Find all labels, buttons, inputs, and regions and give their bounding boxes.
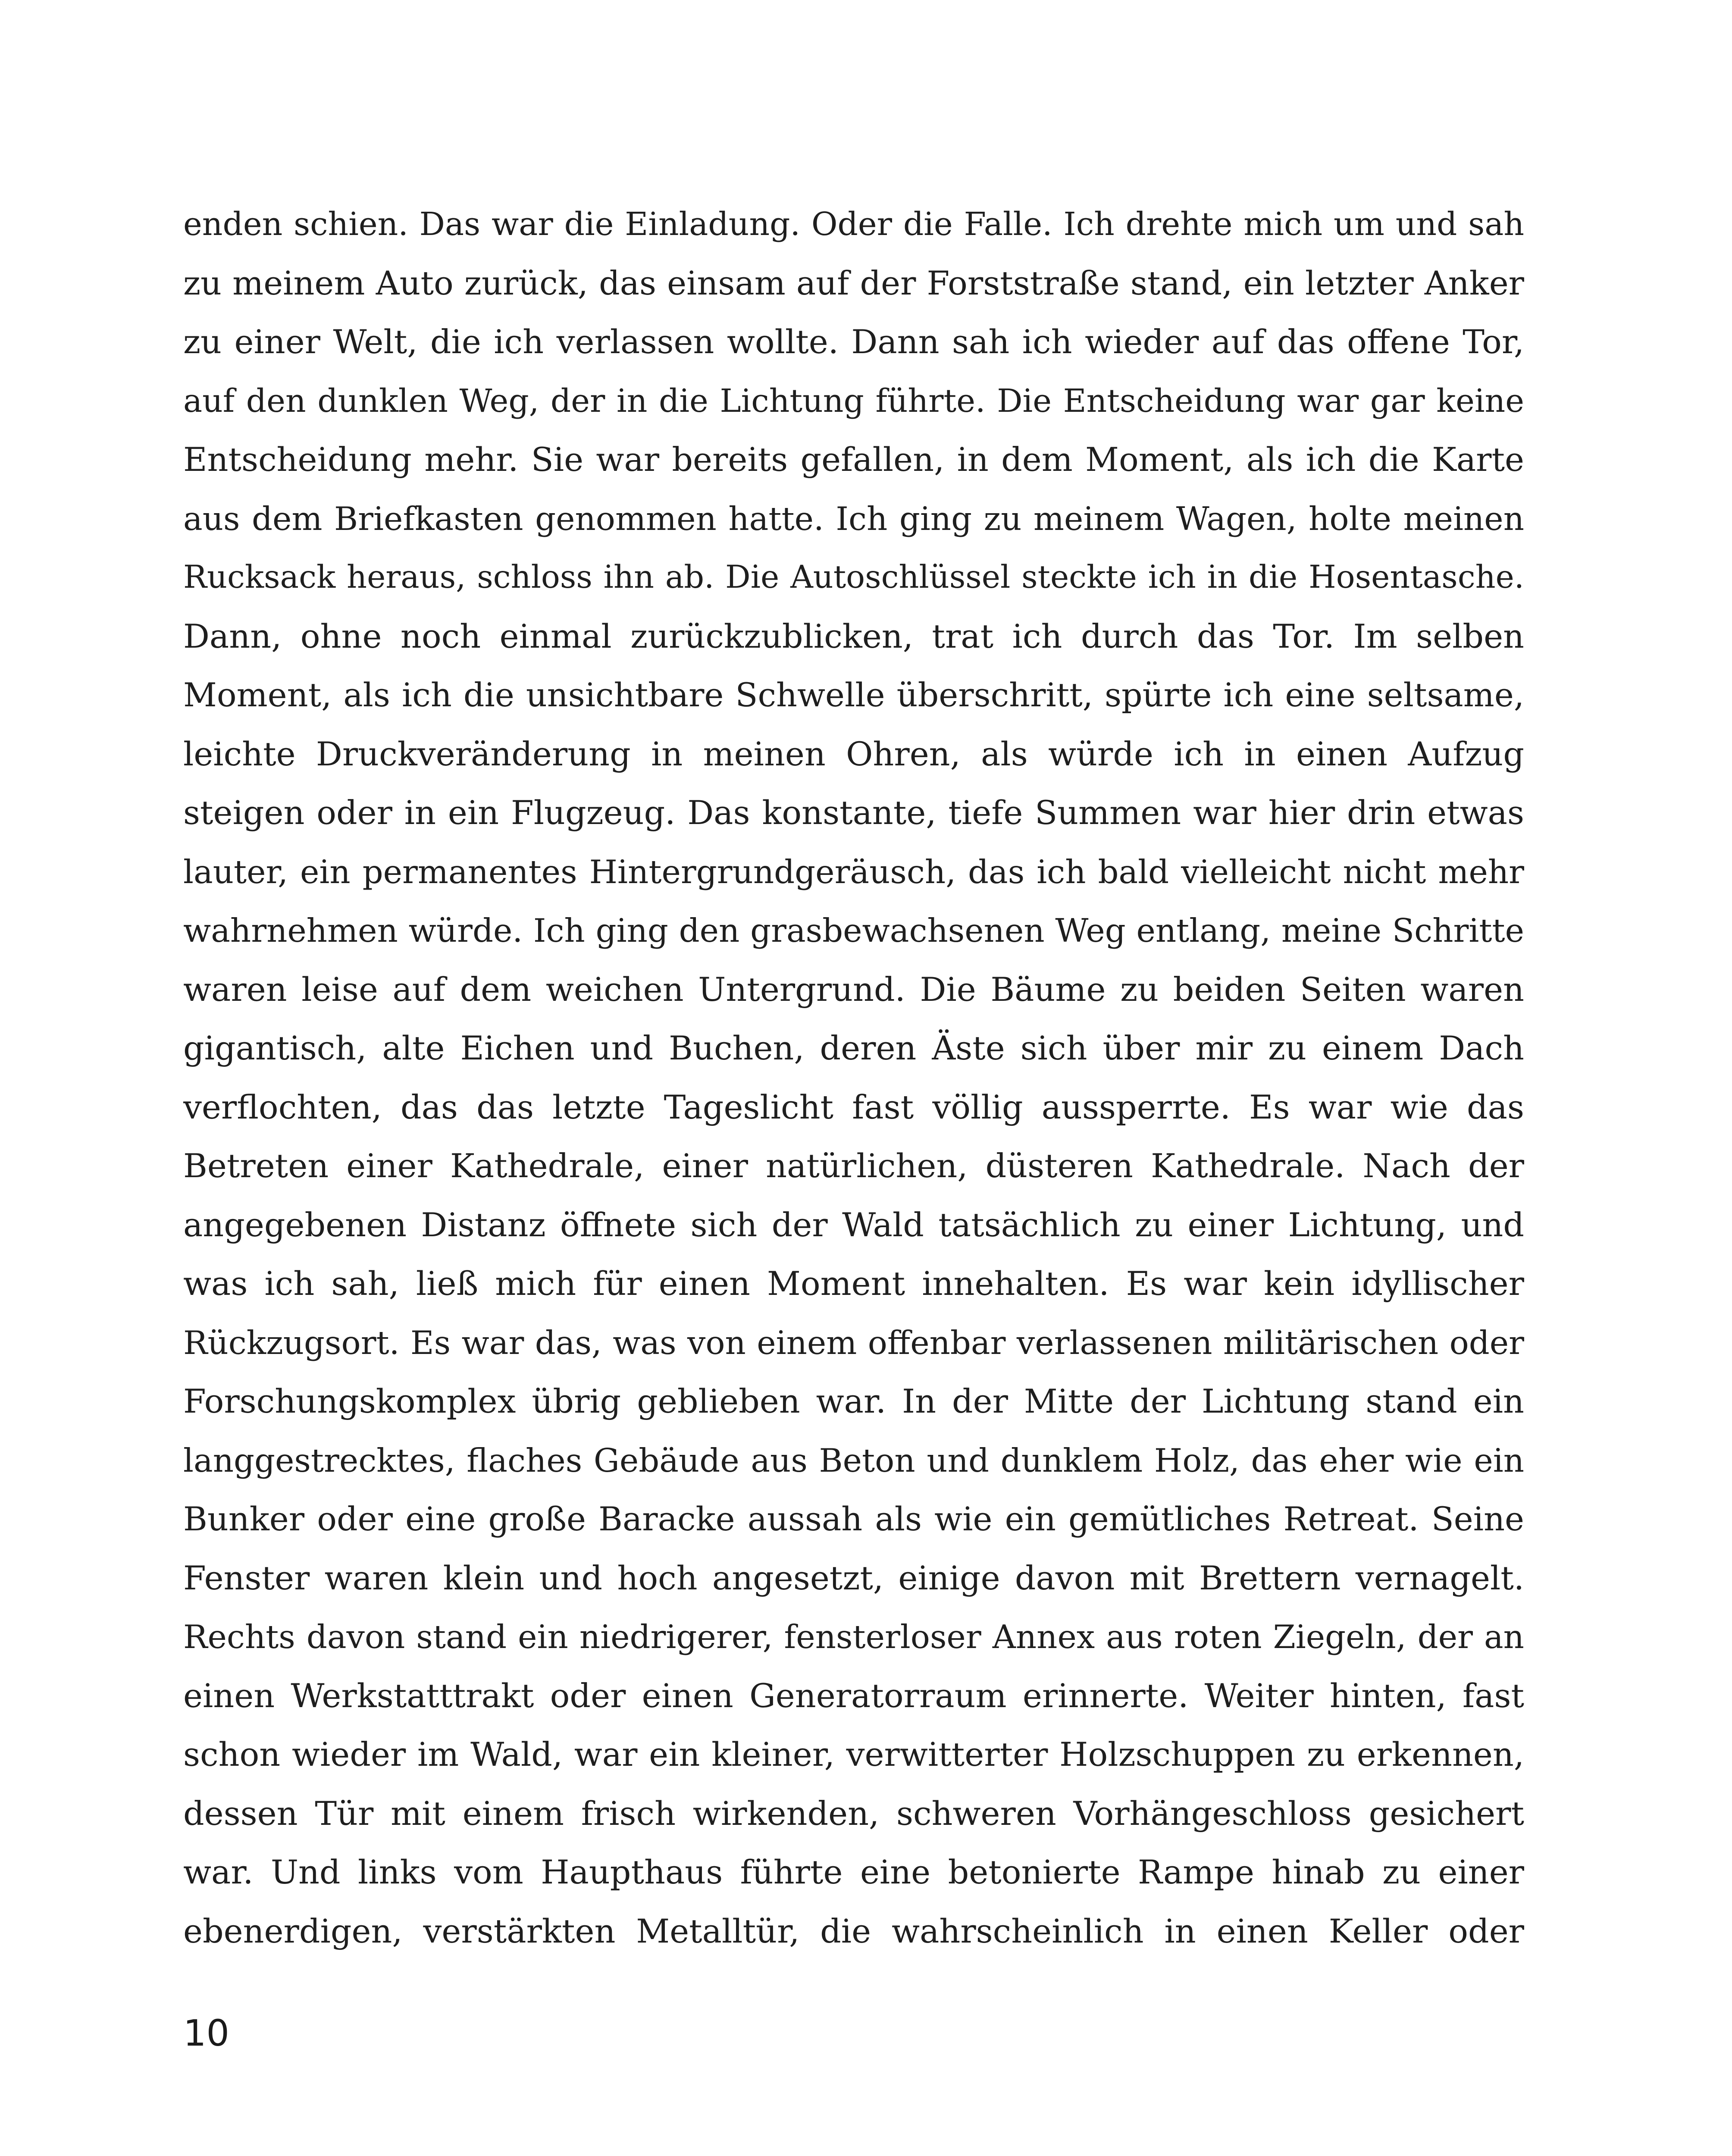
text-line: ebenerdigen, verstärkten Metalltür, die wahrscheinlich in einen Keller oder	[183, 1912, 1524, 1950]
text-line: Rückzugsort. Es war das, was von einem offenbar verlassenen militärischen oder	[183, 1323, 1524, 1362]
text-line: zu meinem Auto zurück, das einsam auf der Forststraße stand, ein letzter Anker	[183, 263, 1524, 302]
text-line: einen Werkstatttrakt oder einen Generatorraum erinnerte. Weiter hinten, fast	[183, 1676, 1524, 1715]
text-line: was ich sah, ließ mich für einen Moment innehalten. Es war kein idyllischer	[183, 1264, 1524, 1303]
text-line: leichte Druckveränderung in meinen Ohren, als würde ich in einen Aufzug	[183, 734, 1524, 773]
text-line: Bunker oder eine große Baracke aussah als wie ein gemütliches Retreat. Seine	[183, 1500, 1524, 1538]
text-line: waren leise auf dem weichen Untergrund. Die Bäume zu beiden Seiten waren	[183, 970, 1524, 1009]
text-line: auf den dunklen Weg, der in die Lichtung führte. Die Entscheidung war gar keine	[183, 382, 1524, 420]
text-line: angegebenen Distanz öffnete sich der Wald tatsächlich zu einer Lichtung, und	[183, 1205, 1524, 1244]
text-line: gigantisch, alte Eichen und Buchen, deren Äste sich über mir zu einem Dach	[183, 1029, 1524, 1067]
text-line: Entscheidung mehr. Sie war bereits gefallen, in dem Moment, als ich die Karte	[183, 440, 1524, 479]
text-line: steigen oder in ein Flugzeug. Das konstante, tiefe Summen war hier drin etwas	[183, 793, 1524, 832]
text-line: Betreten einer Kathedrale, einer natürlichen, düsteren Kathedrale. Nach der	[183, 1147, 1524, 1185]
text-line: langgestrecktes, flaches Gebäude aus Beton und dunklem Holz, das eher wie ein	[183, 1441, 1524, 1479]
page-number: 10	[183, 2012, 229, 2054]
text-line: aus dem Briefkasten genommen hatte. Ich ging zu meinem Wagen, holte meinen	[183, 499, 1524, 538]
text-line: Fenster waren klein und hoch angesetzt, einige davon mit Brettern vernagelt.	[183, 1558, 1524, 1597]
text-line: Forschungskomplex übrig geblieben war. In der Mitte der Lichtung stand ein	[183, 1382, 1524, 1420]
text-line: lauter, ein permanentes Hintergrundgeräusch, das ich bald vielleicht nicht mehr	[183, 852, 1524, 891]
text-line: Moment, als ich die unsichtbare Schwelle überschritt, spürte ich eine seltsame,	[183, 676, 1524, 714]
text-line: Rucksack heraus, schloss ihn ab. Die Autoschlüssel steckte ich in die Hosentasche.	[183, 559, 1524, 595]
text-line: Rechts davon stand ein niedrigerer, fensterloser Annex aus roten Ziegeln, der an	[183, 1618, 1524, 1656]
text-line: dessen Tür mit einem frisch wirkenden, schweren Vorhängeschloss gesichert	[183, 1794, 1524, 1833]
text-line: zu einer Welt, die ich verlassen wollte. Dann sah ich wieder auf das offene Tor,	[183, 323, 1524, 361]
text-line: wahrnehmen würde. Ich ging den grasbewachsenen Weg entlang, meine Schritte	[183, 912, 1524, 950]
text-line: war. Und links vom Haupthaus führte eine betonierte Rampe hinab zu einer	[183, 1853, 1524, 1891]
text-line: schon wieder im Wald, war ein kleiner, verwitterter Holzschuppen zu erkennen,	[183, 1735, 1524, 1774]
text-line: enden schien. Das war die Einladung. Oder die Falle. Ich drehte mich um und sah	[183, 206, 1524, 243]
body-text	[183, 195, 1524, 1961]
text-line: Dann, ohne noch einmal zurückzublicken, trat ich durch das Tor. Im selben	[183, 617, 1524, 655]
text-line: verflochten, das das letzte Tageslicht fast völlig aussperrte. Es war wie das	[183, 1087, 1524, 1126]
